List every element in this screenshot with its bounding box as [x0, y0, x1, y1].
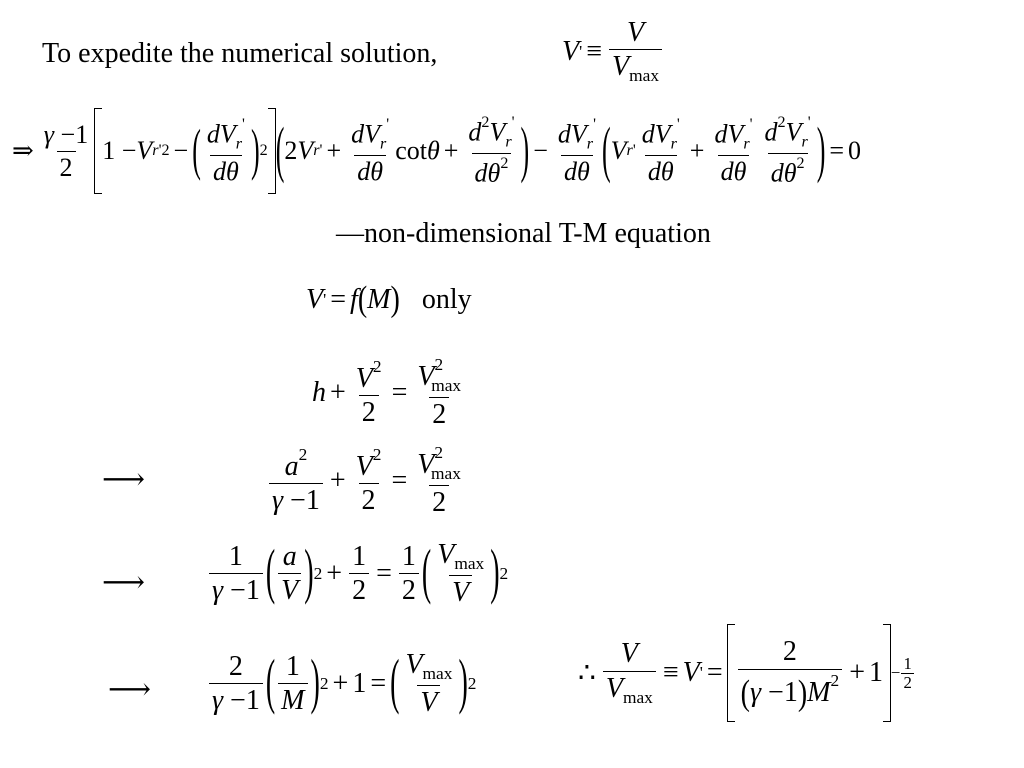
- equation-caption: —non-dimensional T-M equation: [336, 218, 711, 249]
- taylor-maccoll-equation: ⇒ γ −1 2 1 − V r '2 − ( $dV_r'$ dθ ) 2 ( 2 V r ' + $dV_r'$ dθ cot θ + $\frac{d^2V_r'}{d\theta^2}$ ) − $dV_r'$ dθ ( V r ' $dV_r'$ dθ + $dV_r'$ dθ $d^2V_r'$ $d\theta^2$ ) = 0: [8, 108, 861, 194]
- energy-equation: h + $\frac{V^2}{2}$ = $V^2_{max}$ 2: [312, 355, 462, 431]
- only-label: only: [421, 284, 472, 315]
- speed-of-sound-equation: $a^2$ γ −1 + $\frac{V^2}{2}$ = $V^2_{max}$ 2: [266, 444, 467, 517]
- ratio-equation: 1 γ −1 ( a V ) 2 + $\frac{1}{2}$ = $\frac{1}{2}$ ( $V_{max}$ V ) 2: [206, 540, 508, 608]
- definition-v-prime: V ' ≡ V $V_{max}$: [562, 18, 665, 86]
- mach-equation: 2 γ −1 ( 1 M ) 2 + 1 = ( $V_{max}$ V ) 2: [206, 650, 476, 718]
- v-prime-function-of-mach: V ' = f ( M ) only: [306, 279, 472, 320]
- arrow-2: ⟶: [102, 566, 146, 599]
- arrow-3: ⟶: [108, 673, 152, 706]
- arrow-1: ⟶: [102, 463, 146, 496]
- intro-text: To expedite the numerical solution,: [42, 38, 438, 69]
- result-equation: ∴ V $V_{max}$ ≡ V ' = 2 $(\gamma -1)M^2$ + 1 − 1 2: [574, 624, 915, 722]
